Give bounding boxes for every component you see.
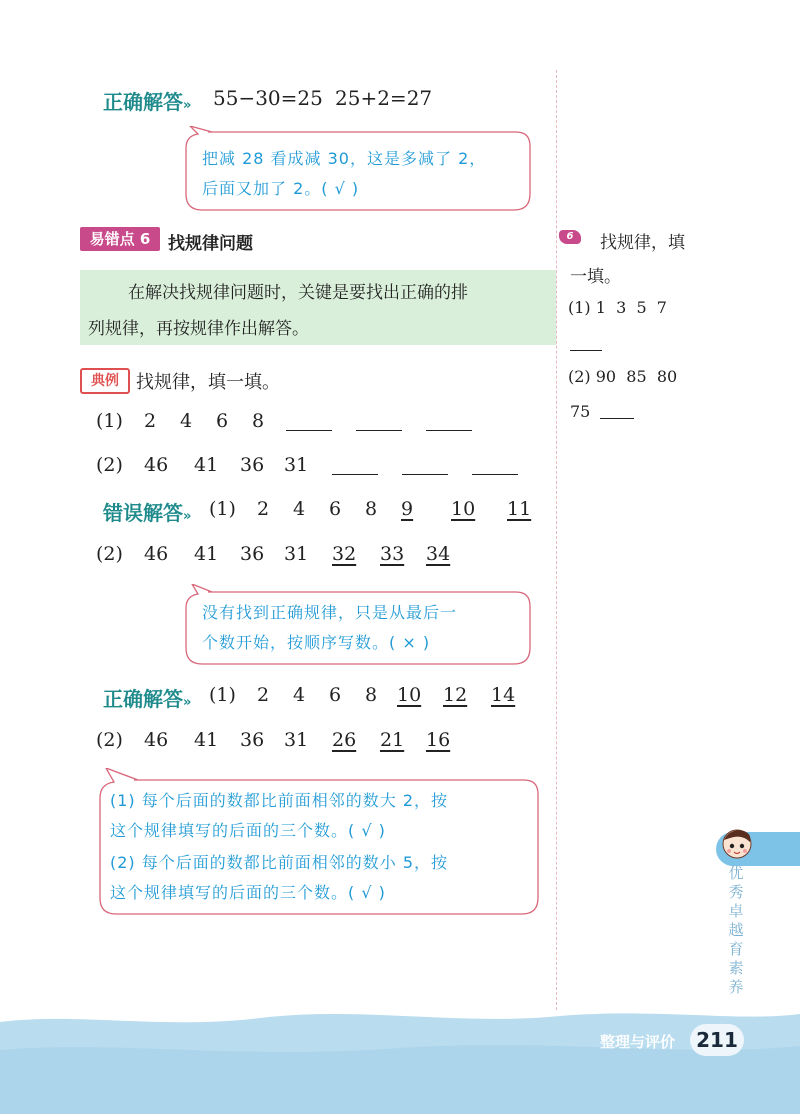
equation-1: 55−30=25 bbox=[213, 86, 323, 110]
bubble-2-line-1: 没有找到正确规律，只是从最后一 bbox=[202, 603, 458, 622]
tip-box bbox=[80, 270, 556, 345]
example-q1-blank-3[interactable] bbox=[426, 430, 472, 431]
column-divider bbox=[556, 70, 557, 1010]
side-question-line-1: 找规律，填 bbox=[600, 233, 685, 253]
page-number: 211 bbox=[690, 1024, 744, 1056]
side-q2-blank[interactable] bbox=[600, 418, 634, 419]
side-badge: 6 bbox=[559, 230, 581, 244]
example-q2-blank-3[interactable] bbox=[472, 474, 518, 475]
footer-wave bbox=[0, 1000, 800, 1114]
correct-answer-label: 正确解答» bbox=[103, 687, 192, 711]
side-tab-vertical-text: 优 秀 卓 越 育 素 养 bbox=[728, 864, 744, 996]
example-q2-blank-2[interactable] bbox=[402, 474, 448, 475]
example-tag: 典例 bbox=[80, 368, 130, 394]
tip-line-2: 列规律，再按规律作出解答。 bbox=[88, 319, 309, 339]
bubble-1-line-1: 把减 28 看成减 30，这是多减了 2， bbox=[202, 149, 487, 168]
correct-answer-label-top: 正确解答» bbox=[103, 90, 192, 114]
example-q2-blank-1[interactable] bbox=[332, 474, 378, 475]
bubble-3-line-2: 这个规律填写的后面的三个数。( √ ) bbox=[110, 821, 386, 840]
bubble-3-line-3: (2) 每个后面的数都比前面相邻的数小 5，按 bbox=[110, 853, 449, 872]
bubble-3-line-4: 这个规律填写的后面的三个数。( √ ) bbox=[110, 883, 386, 902]
side-q2-cont: 75 bbox=[570, 402, 591, 421]
side-question-line-2: 一填。 bbox=[570, 267, 621, 287]
bubble-3-line-1: (1) 每个后面的数都比前面相邻的数大 2，按 bbox=[110, 791, 449, 810]
mascot-icon bbox=[720, 826, 754, 860]
example-question: 找规律，填一填。 bbox=[136, 372, 280, 393]
wrong-answer-label: 错误解答» bbox=[103, 501, 192, 525]
bubble-2-line-2: 个数开始，按顺序写数。( × ) bbox=[202, 633, 431, 652]
example-q1-blank-1[interactable] bbox=[286, 430, 332, 431]
side-q1: (1) 1 3 5 7 bbox=[568, 298, 667, 317]
tip-line-1: 在解决找规律问题时，关键是要找出正确的排 bbox=[128, 283, 468, 303]
section-title: 找规律问题 bbox=[168, 234, 253, 254]
bubble-1-line-2: 后面又加了 2。( √ ) bbox=[202, 179, 360, 198]
side-q2: (2) 90 85 80 bbox=[568, 367, 678, 386]
mistake-point-tag: 易错点 6 bbox=[80, 227, 160, 251]
side-q1-blank[interactable] bbox=[570, 350, 602, 351]
footer-section-label: 整理与评价 bbox=[600, 1033, 676, 1051]
equation-2: 25+2=27 bbox=[335, 86, 433, 110]
example-q1-blank-2[interactable] bbox=[356, 430, 402, 431]
